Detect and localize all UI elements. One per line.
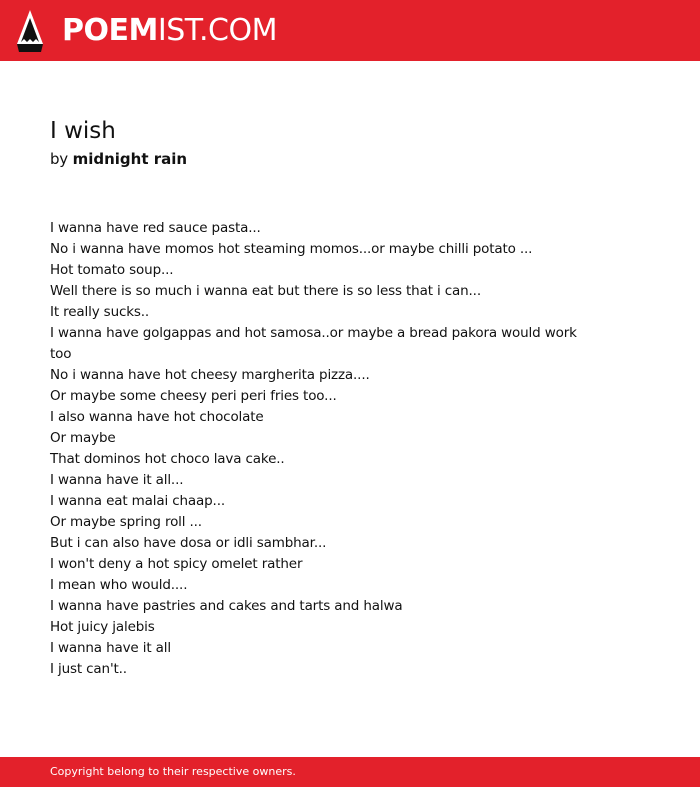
poem-line: I wanna have pastries and cakes and tarts and halwa bbox=[50, 598, 403, 614]
poem-line: It really sucks.. bbox=[50, 304, 150, 320]
poem-line: No i wanna have momos hot steaming momos...or maybe chilli potato ... bbox=[50, 241, 533, 257]
poem-line: That dominos hot choco lava cake.. bbox=[50, 451, 285, 467]
logo-light-text: IST.COM bbox=[157, 13, 277, 48]
by-label: by bbox=[50, 150, 68, 168]
poem-line: I mean who would.... bbox=[50, 577, 188, 593]
poem-line: I wanna have golgappas and hot samosa..or maybe a bread pakora would work bbox=[50, 325, 577, 341]
pencil-icon[interactable] bbox=[17, 10, 43, 52]
poem-line: I also wanna have hot chocolate bbox=[50, 409, 264, 425]
poem-line: Or maybe bbox=[50, 430, 116, 446]
poem-line: Or maybe spring roll ... bbox=[50, 514, 202, 530]
poem-line: I won't deny a hot spicy omelet rather bbox=[50, 556, 303, 572]
poem-line: I wanna have it all bbox=[50, 640, 171, 656]
copyright-notice: Copyright belong to their respective owners. bbox=[50, 765, 296, 778]
poem-title: I wish bbox=[50, 118, 116, 144]
poem-line: I wanna have it all... bbox=[50, 472, 184, 488]
author-name: midnight rain bbox=[72, 150, 188, 168]
poem-line: Or maybe some cheesy peri peri fries too... bbox=[50, 388, 337, 404]
site-footer bbox=[0, 757, 700, 787]
poem-line: Well there is so much i wanna eat but there is so less that i can... bbox=[50, 283, 481, 299]
poem-line: No i wanna have hot cheesy margherita pizza.... bbox=[50, 367, 370, 383]
poem-line: I wanna eat malai chaap... bbox=[50, 493, 225, 509]
poem-line: Hot juicy jalebis bbox=[50, 619, 155, 635]
site-header bbox=[0, 0, 700, 61]
logo-bold-text: POEM bbox=[62, 13, 158, 48]
byline bbox=[50, 148, 187, 170]
poem-line: But i can also have dosa or idli sambhar... bbox=[50, 535, 327, 551]
poem-line: I just can't.. bbox=[50, 661, 127, 677]
poem-line: I wanna have red sauce pasta... bbox=[50, 220, 261, 236]
site-logo[interactable] bbox=[62, 11, 277, 51]
poem-body bbox=[50, 218, 610, 680]
poem-line: Hot tomato soup... bbox=[50, 262, 174, 278]
poem-line: too bbox=[50, 346, 72, 362]
